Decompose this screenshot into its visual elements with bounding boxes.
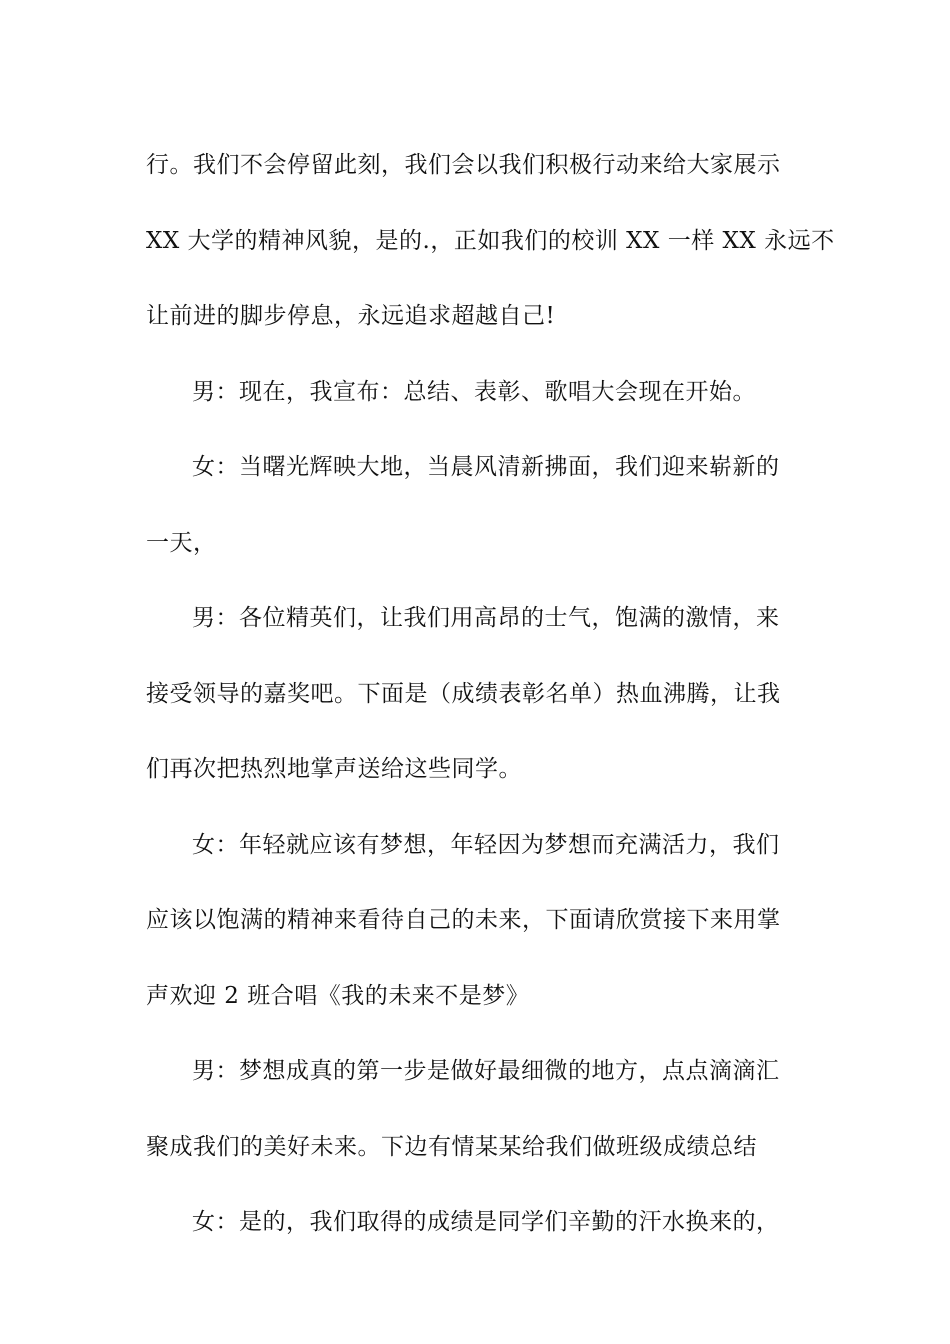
- text-line: 聚成我们的美好未来。下边有情某某给我们做班级成绩总结: [146, 1133, 757, 1160]
- text-line: 女：当曙光辉映大地，当晨风清新拂面，我们迎来崭新的: [192, 454, 780, 480]
- text-line: 女：是的，我们取得的成绩是同学们辛勤的汗水换来的，: [192, 1209, 780, 1235]
- text-line: XX 大学的精神风貌，是的.，正如我们的校训 XX 一样 XX 永远不: [146, 227, 835, 254]
- text-line: 声欢迎 2 班合唱《我的未来不是梦》: [146, 982, 530, 1009]
- text-line: 让前进的脚步停息，永远追求超越自己!: [146, 303, 556, 329]
- text-line: 男：现在，我宣布：总结、表彰、歌唱大会现在开始。: [192, 378, 756, 405]
- text-line: 男：梦想成真的第一步是做好最细微的地方，点点滴滴汇: [192, 1058, 780, 1084]
- text-line: 女：年轻就应该有梦想，年轻因为梦想而充满活力，我们: [192, 831, 780, 858]
- text-line: 接受领导的嘉奖吧。下面是（成绩表彰名单）热血沸腾，让我: [146, 680, 781, 707]
- document-body: [146, 128, 835, 1261]
- text-line: 一天，: [146, 529, 217, 556]
- text-line: 们再次把热烈地掌声送给这些同学。: [146, 756, 522, 782]
- text-line: 应该以饱满的精神来看待自己的未来，下面请欣赏接下来用掌: [146, 907, 781, 933]
- text-line: 男：各位精英们，让我们用高昂的士气，饱满的激情，来: [192, 605, 780, 631]
- text-line: 行。我们不会停留此刻，我们会以我们积极行动来给大家展示: [146, 152, 781, 178]
